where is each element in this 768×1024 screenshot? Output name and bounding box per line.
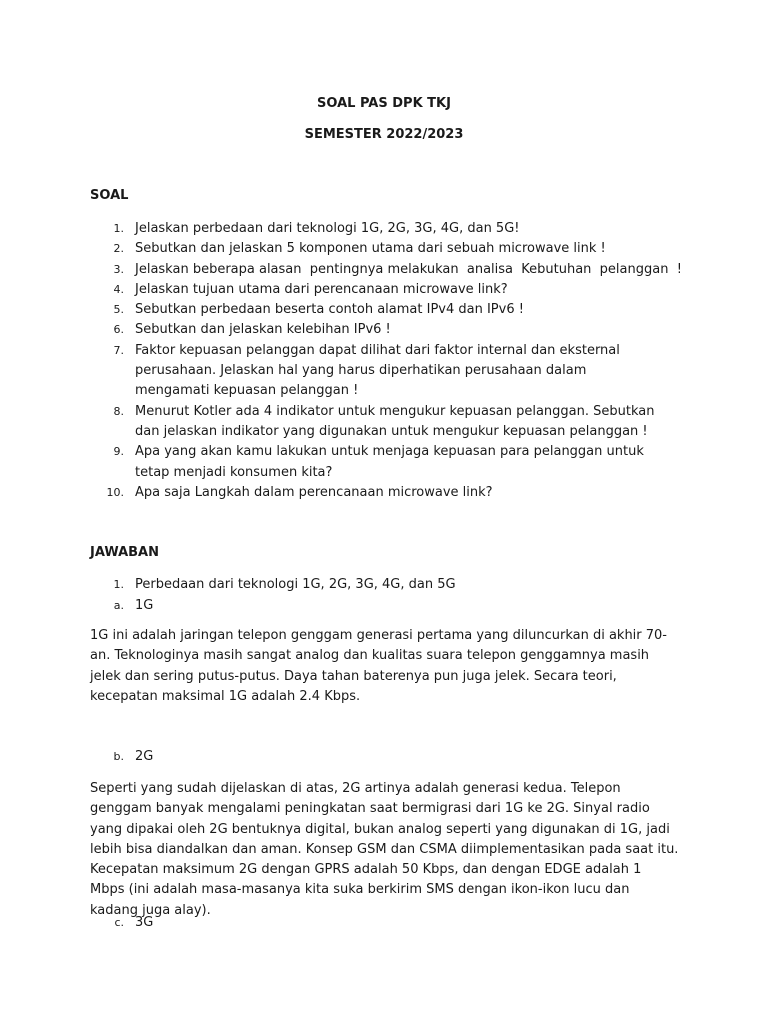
- question-text: Jelaskan beberapa alasan pentingnya melakukan analisa Kebutuhan pelanggan !: [135, 261, 682, 277]
- question-text: Apa yang akan kamu lakukan untuk menjaga kepuasan para pelanggan untuk tetap menjadi konsumen kita?: [135, 444, 644, 480]
- question-text: Jelaskan perbedaan dari teknologi 1G, 2G, 3G, 4G, dan 5G!: [135, 221, 520, 236]
- list-number: 3.: [113, 262, 124, 276]
- sub-item-title: 1G: [135, 598, 154, 613]
- question-text: Apa saja Langkah dalam perencanaan microwave link?: [135, 484, 493, 500]
- list-letter: b.: [113, 750, 124, 763]
- list-item: [90, 442, 680, 483]
- document-title: SOAL PAS DPK TKJ: [317, 96, 451, 111]
- list-number: 10.: [106, 485, 124, 499]
- list-number: 7.: [113, 343, 124, 357]
- list-item: [90, 320, 680, 340]
- list-number: 2.: [113, 242, 124, 256]
- list-number: 9.: [113, 445, 124, 459]
- question-text: Sebutkan dan jelaskan kelebihan IPv6 !: [135, 322, 391, 338]
- document-subtitle: SEMESTER 2022/2023: [304, 127, 464, 142]
- list-letter: a.: [113, 599, 124, 612]
- list-number: 8.: [113, 404, 124, 418]
- list-item: [90, 402, 680, 443]
- answer-title: Perbedaan dari teknologi 1G, 2G, 3G, 4G, dan 5G: [135, 577, 456, 592]
- list-item: [90, 483, 680, 503]
- list-number: 1.: [113, 222, 124, 235]
- list-number: 6.: [113, 323, 124, 337]
- list-number: 5.: [113, 303, 124, 317]
- list-item: [90, 300, 680, 320]
- list-item: [90, 219, 680, 239]
- question-text: Sebutkan perbedaan beserta contoh alamat IPv4 dan IPv6 !: [135, 302, 524, 318]
- list-number: 1.: [113, 578, 124, 591]
- question-text: Jelaskan tujuan utama dari perencanaan microwave link?: [135, 281, 508, 297]
- list-item: [90, 239, 680, 259]
- list-item: [90, 280, 680, 300]
- question-text: Sebutkan dan jelaskan 5 komponen utama dari sebuah microwave link !: [135, 241, 606, 257]
- jawaban-heading: JAWABAN: [90, 545, 159, 560]
- question-list: [90, 219, 680, 503]
- soal-heading: SOAL: [90, 188, 129, 203]
- question-text: Menurut Kotler ada 4 indikator untuk mengukur kepuasan pelanggan. Sebutkan dan jelaskan indikator yang digunakan untuk mengukur kepuasan pelanggan !: [135, 403, 655, 439]
- paragraph-1g: 1G ini adalah jaringan telepon genggam generasi pertama yang diluncurkan di akhir 70-an. Teknologinya masih sangat analog dan kualitas suara telepon genggamnya masih jelek dan sering putus-putus. Daya tahan baterenya pun juga jelek. Secara teori, kecepatan maksimal 1G adalah 2.4 Kbps.: [90, 628, 668, 704]
- sub-item-title: 3G: [135, 915, 154, 930]
- list-letter: c.: [114, 916, 124, 929]
- list-item: [90, 260, 680, 280]
- sub-item-title: 2G: [135, 749, 154, 764]
- list-number: 4.: [113, 282, 124, 296]
- question-text: Faktor kepuasan pelanggan dapat dilihat dari faktor internal dan eksternal perusahaan. Jelaskan hal yang harus diperhatikan perusahaan dalam mengamati kepuasan pelanggan !: [135, 342, 620, 399]
- list-item: [90, 341, 680, 402]
- paragraph-2g: Seperti yang sudah dijelaskan di atas, 2G artinya adalah generasi kedua. Telepon genggam banyak mengalami peningkatan saat bermigrasi dari 1G ke 2G. Sinyal radio yang dipakai oleh 2G bentuknya digital, bukan analog seperti yang digunakan di 1G, jadi lebih bisa diandalkan dan aman. Konsep GSM dan CSMA diimplementasikan pada saat itu. Kecepatan maksimum 2G dengan GPRS adalah 50 Kbps, dan dengan EDGE adalah 1 Mbps (ini adalah masa-masanya kita suka berkirim SMS dengan ikon-ikon lucu dan kadang juga alay).: [90, 781, 679, 918]
